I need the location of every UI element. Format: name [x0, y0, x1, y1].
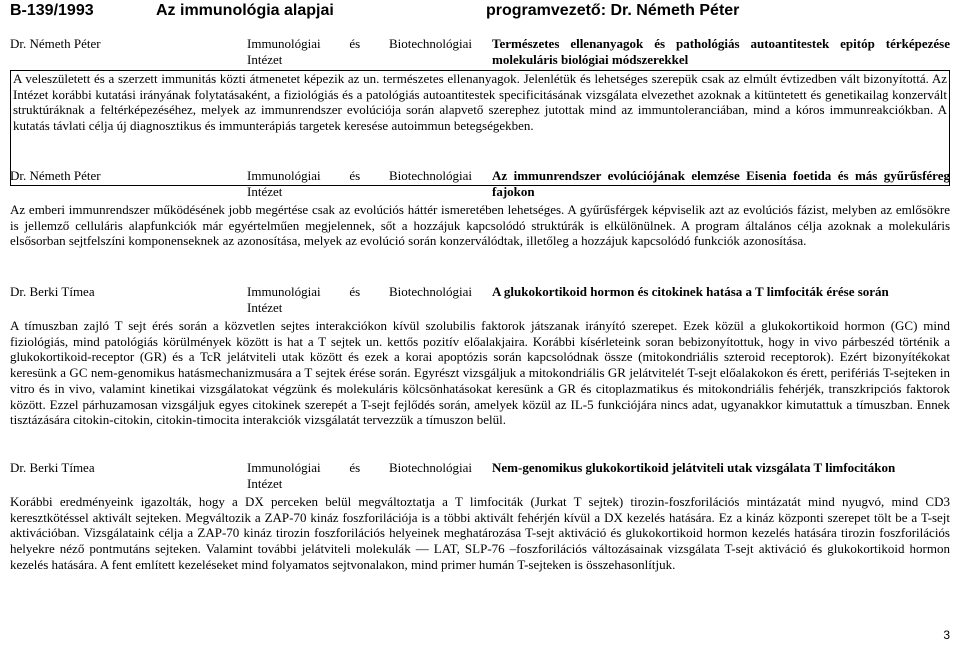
project-4 [10, 460, 950, 572]
project-abstract: A tímuszban zajló T sejt érés során a közvetlen sejtes interakciókon kívül szolubilis faktorok játszanak irányító szerepet. Ezek közül a glukokortikoid hormon (GC) mind fiziológiás, mind patológiás körülmények között is hat a T sejtek un. kettős pozitív előalakjaira. Korábbi kísérleteink soran bebizonyítottuk, hogy in vivo párbeszéd történik a glukokortikoid-receptor (GR) és a TcR jelátviteli utak között és ezek a korai apoptózis során kapcsolódnak össze (mitokondriális szteroid receptorok). Ezért bizonyítékokat keresünk a GC nem-genomikus hatásmechanizmusára a T sejtek érése során. Egyrészt vizsgáljuk a mitokondriális GR jelátvitelét T-sejt előalakokon és érett, perifériás T-sejteken in vitro és in vivo, valamint kinetikai vizsgálatokat végzünk és molekuláris kölcsönhatásokat keresünk a GR és citoplazmatikus és mitokondriális fehérjék, transzkripciós faktorok között. Ezzel párhuzamosan vizsgáljuk egyes citokinek szerepét a T-sejt fejlődés során, amelyek közül az IL-5 funkciójára nincs adat, ugyanakkor kimutattuk a tímuszban. Ennek tisztázására citokin-citokin, citokin-timocita interakciók vizsgálatát tervezzük a tímuszon belül. [10, 318, 950, 428]
program-lead: programvezető: Dr. Németh Péter [486, 2, 740, 19]
project-institute: Immunológiai és Biotechnológiai [247, 36, 472, 51]
project-institute: Immunológiai és Biotechnológiai [247, 284, 472, 299]
project-person: Dr. Berki Tímea [10, 460, 95, 475]
project-title: A glukokortikoid hormon és citokinek hatása a T limfociták érése során [492, 284, 889, 299]
page-header [10, 2, 950, 24]
program-code: B-139/1993 [10, 2, 94, 19]
project-person: Dr. Berki Tímea [10, 284, 95, 299]
project-1 [10, 36, 950, 134]
project-title: Természetes ellenanyagok és pathológiás autoantitestek epitóp térképezése molekuláris biológiai módszerekkel [492, 36, 950, 67]
project-person: Dr. Németh Péter [10, 36, 101, 51]
project-institute: Immunológiai és Biotechnológiai [247, 460, 472, 475]
project-institute-line2: Intézet [247, 52, 283, 67]
project-title: Az immunrendszer evolúciójának elemzése Eisenia foetida és más gyűrűsféreg fajokon [492, 168, 950, 199]
project-abstract: Korábbi eredményeink igazolták, hogy a DX perceken belül megváltoztatja a T limfociták (Jurkat T sejtek) tirozin-foszforilációs mintázatát mind nyugvó, mind CD3 keresztkötéssel aktivált sejteken. Megváltozik a ZAP-70 kináz foszforilációja is a többi aktivált fehérjén kívül a DX kezelés hatására. Ez a kináz központi szerepet tölt be a T-sejt aktivációban. Vizsgálataink célja a ZAP-70 kináz tirozin foszforilációs helyeinek meghatározása T-sejt aktiváció és glukokortikoid hormon kezelés hatására tirozin foszforilációs helyekre néző pontmutáns sejteken. Valamint további jelátviteli molekulák — LAT, SLP-76 –foszforilációs változásainak vizsgálata T-sejt aktiváció és glukokortikoid hormon kezelés hatására. A fent említett kezeléseket mind folyamatos sejtvonalakon, mind primer humán T-sejteken is összehasonlítjuk. [10, 494, 950, 572]
project-institute-line2: Intézet [247, 184, 283, 199]
project-abstract: A veleszületett és a szerzett immunitás közti átmenetet képezik az un. természetes ellenanyagok. Jelenlétük és lehetséges szerepük csak az elmúlt évtizedben vált bizonyítottá. Az Intézet korábbi kutatási irányának folytatásaként, a fiziológiás és a patológiás autoantitestek specificitásának vizsgálata elvezethet azoknak a kitüntetett és genetikailag konzervált struktúráknak a feltérképezéséhez, melyek az immunrendszer evolúciója során alapvető szerephez jutottak mind az immuntoleranciában, mind a kóros immunreakciókban. A kutatás távlati célja új diagnosztikus és immunterápiás targetek keresése autoimmun betegségekben. [10, 70, 950, 186]
project-3 [10, 284, 950, 428]
page-number: 3 [943, 628, 950, 642]
project-institute: Immunológiai és Biotechnológiai [247, 168, 472, 183]
project-institute-line2: Intézet [247, 476, 283, 491]
project-2 [10, 168, 950, 249]
program-title: Az immunológia alapjai [156, 2, 334, 19]
project-title: Nem-genomikus glukokortikoid jelátviteli utak vizsgálata T limfocitákon [492, 460, 896, 475]
project-person: Dr. Németh Péter [10, 168, 101, 183]
project-abstract: Az emberi immunrendszer működésének jobb megértése csak az evolúciós háttér ismeretében lehetséges. A gyűrűsférgek képviselik azt az evolúciós fázist, melyben az emlősökre is jellemző celluláris alapfunkciók már egyértelműen megjelennek, sőt a hozzájuk kapcsolódó struktúrák is elkülönülnek. A program általános célja azoknak a molekuláris elsősorban sejtfelszíni komponenseknek az azonosítása, melyek az evolúció során konzerválódtak, illetőleg a hozzájuk kapcsolódó funkciók azonosítása. [10, 202, 950, 249]
project-institute-line2: Intézet [247, 300, 283, 315]
